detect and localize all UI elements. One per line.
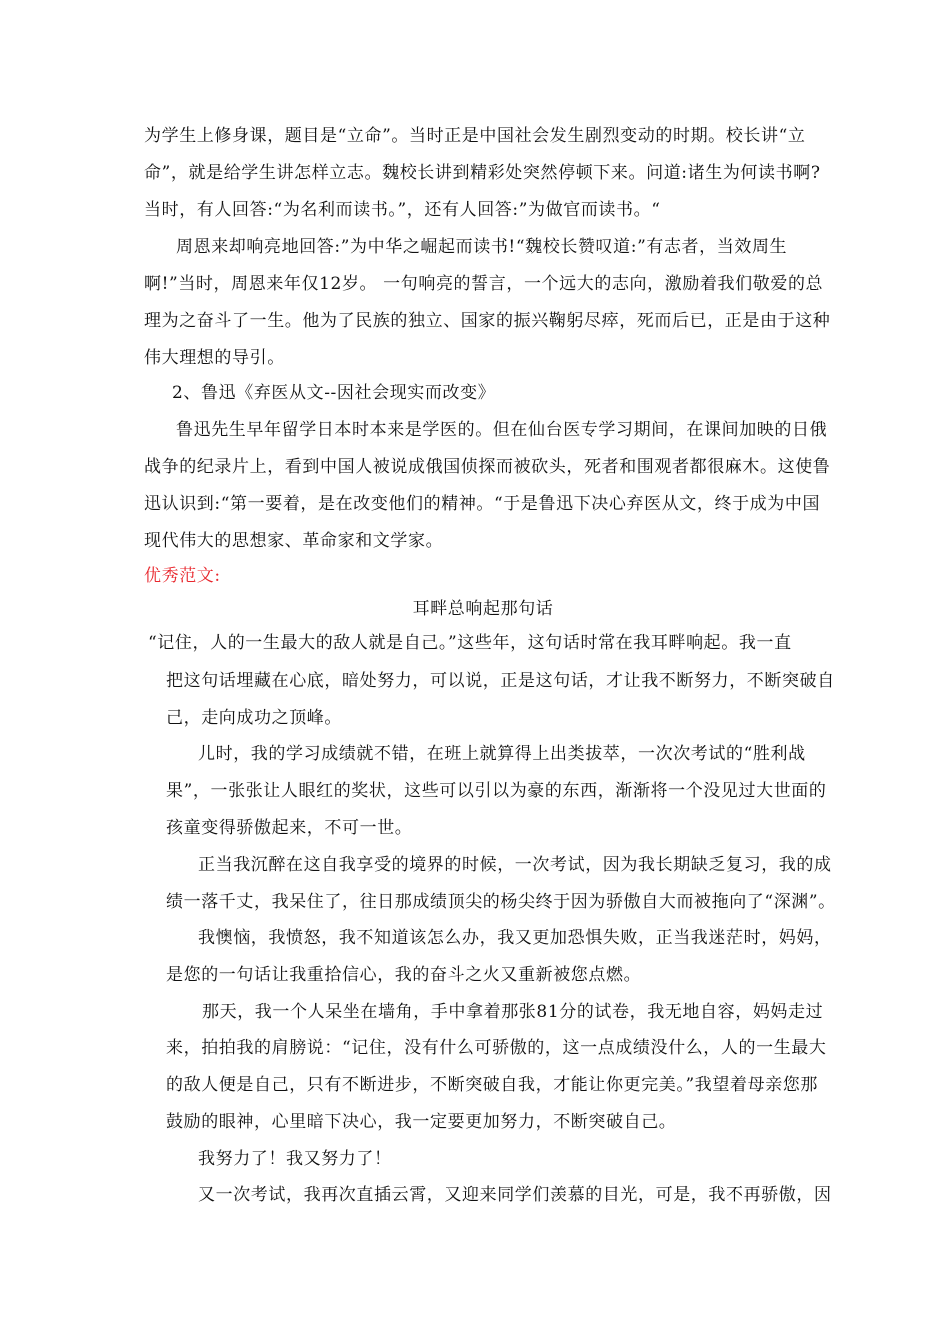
paragraph-line: 啊!”当时，周恩来年仅12岁。 一句响亮的誓言，一个远大的志向，激励着我们敬爱的总 [144,274,824,294]
essay-line: 的敌人便是自己，只有不断进步，不断突破自我，才能让你更完美。”我望着母亲您那 [166,1075,818,1095]
paragraph-line: 战争的纪录片上，看到中国人被说成俄国侦探而被砍头，死者和围观者都很麻木。这使鲁 [144,457,831,477]
essay-line: “记住，人的一生最大的敌人就是自己。”这些年，这句话时常在我耳畔响起。我一直 [148,633,792,653]
essay-line: 果”，一张张让人眼红的奖状，这些可以引以为豪的东西，渐渐将一个没见过大世面的 [166,781,827,801]
essay-line: 那天，我一个人呆坐在墙角，手中拿着那张81分的试卷，我无地自容，妈妈走过 [202,1002,824,1022]
paragraph-line: 当时，有人回答:“为名利而读书。”，还有人回答:”为做官而读书。“ [144,200,661,220]
paragraph-line: 命”，就是给学生讲怎样立志。魏校长讲到精彩处突然停顿下来。问道:诸生为何读书啊? [144,163,821,183]
section-heading: 2、鲁迅《弃医从文--因社会现实而改变》 [172,383,496,403]
essay-line: 鼓励的眼神，心里暗下决心，我一定要更加努力，不断突破自己。 [166,1112,677,1132]
essay-line: 把这句话埋藏在心底，暗处努力，可以说，正是这句话，才让我不断努力，不断突破自 [166,671,835,691]
essay-line: 我懊恼，我愤怒，我不知道该怎么办，我又更加恐惧失败，正当我迷茫时，妈妈， [198,928,832,948]
essay-label: 优秀范文: [144,566,221,586]
essay-line: 我努力了！我又努力了！ [198,1149,392,1169]
paragraph-line: 理为之奋斗了一生。他为了民族的独立、国家的振兴鞠躬尽瘁，死而后已，正是由于这种 [144,311,831,331]
essay-line: 正当我沉醉在这自我享受的境界的时候，一次考试，因为我长期缺乏复习，我的成 [198,855,832,875]
paragraph-line: 周恩来却响亮地回答:”为中华之崛起而读书!“魏校长赞叹道:”有志者，当效周生 [176,237,788,257]
essay-title: 耳畔总响起那句话 [412,599,554,619]
essay-line: 孩童变得骄傲起来，不可一世。 [166,818,413,838]
essay-line: 儿时，我的学习成绩就不错，在班上就算得上出类拔萃，一次次考试的“胜利战 [198,744,806,764]
paragraph-line: 鲁迅先生早年留学日本时本来是学医的。但在仙台医专学习期间，在课间加映的日俄 [176,420,828,440]
essay-line: 是您的一句话让我重拾信心，我的奋斗之火又重新被您点燃。 [166,965,642,985]
essay-line: 己，走向成功之顶峰。 [166,708,342,728]
essay-line: 又一次考试，我再次直插云霄，又迎来同学们羡慕的目光，可是，我不再骄傲，因 [198,1185,832,1205]
paragraph-line: 迅认识到:“第一要着，是在改变他们的精神。“于是鲁迅下决心弃医从文，终于成为中国 [144,494,821,514]
essay-line: 来，拍拍我的肩膀说：“记住，没有什么可骄傲的，这一点成绩没什么，人的一生最大 [166,1038,827,1058]
essay-line: 绩一落千丈，我呆住了，往日那成绩顶尖的杨尖终于因为骄傲自大而被拖向了“深渊”。 [166,892,836,912]
paragraph-line: 伟大理想的导引。 [144,348,285,368]
paragraph-line: 为学生上修身课，题目是“立命”。当时正是中国社会发生剧烈变动的时期。校长讲“立 [144,126,806,146]
paragraph-line: 现代伟大的思想家、革命家和文学家。 [144,531,444,551]
